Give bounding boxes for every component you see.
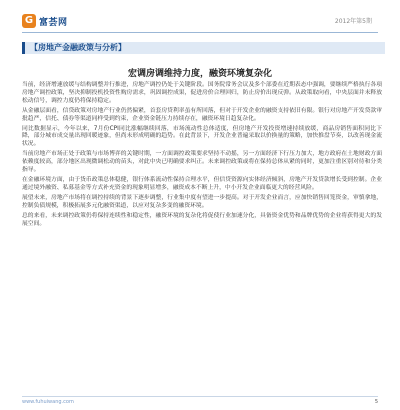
header-divider (22, 32, 378, 33)
paragraph: 当前房地产市场正处于政策与市场博弈的关键时期，一方面调控政策要求坚持不动摇，另一方面经济下行压力加大，地方政府在土地财政方面依赖度较高，部分地区出现微调松动的苗头，对此中央已明确要求纠正。未来调控政策或将在保持总体从紧的同时，更加注重区别对待和分类指导。 (22, 151, 382, 174)
logo-text: 富荟网 (39, 17, 68, 28)
section-title-bar (22, 42, 385, 54)
paragraph: 当前，经济增速放缓与结构调整并行推进，房地产调控仍处于关键阶段。国务院常务会议及多个部委在近期表态中强调，要继续严格执行各项房地产调控政策，坚决抑制投机投资性购房需求，巩固调控成果，促进房价合理回归，防止房价出现反弹。从政策取向看，中央层面并未释放松动信号，调控力度仍将保持稳定。 (22, 82, 382, 104)
article-body (22, 82, 382, 230)
paragraph: 在金融环境方面，由于货币政策总体稳健，银行体系流动性保持合理水平，但信贷资源向实体经济倾斜，房地产开发贷款增长受到控制。企业通过境外融资、私募基金等方式补充资金的现象明显增多，融资成本不断上升，中小开发企业面临更大的经营风险。 (22, 176, 382, 191)
page-number: 5 (374, 399, 378, 405)
logo-icon: G (22, 14, 36, 28)
footer-divider (22, 396, 378, 397)
paragraph: 展望未来，房地产市场将在调控持续的背景下逐步调整，行业集中度有望进一步提高。对于开发企业而言，应加快销售回笼资金，审慎拿地，控制负债规模，积极拓展多元化融资渠道，以应对复杂多变的融资环境。 (22, 194, 382, 209)
article-title: 宏调房调维持力度，融资环境复杂化 (127, 69, 272, 79)
paragraph: 总的来看，未来调控政策仍将保持连续性和稳定性，融资环境的复杂化将促使行业加速分化，具备资金优势和品牌优势的企业将获得更大的发展空间。 (22, 212, 382, 227)
issue-label: 2012年第5期 (334, 18, 372, 25)
paragraph: 同比数据显示，今年以来，7月份CPI同比涨幅继续回落，市场流动性总体适度，但房地产开发投资增速持续放缓，商品房销售面积同比下降，部分城市成交量出现回暖迹象，但尚未形成明确的趋势。在此背景下，开发企业普遍采取以价换量的策略，加快推盘节奏，以改善现金流状况。 (22, 125, 382, 148)
page-header (0, 0, 400, 40)
section-title: 【房地产金融政策与分析】 (30, 43, 126, 52)
footer-link[interactable]: www.fuhuiwang.com (22, 399, 74, 405)
brand-logo (22, 14, 68, 28)
paragraph: 从金融层面看，信贷政策对房地产行业仍然偏紧，首套房贷利率虽有所回落，但对于开发企业的融资支持依旧有限。银行对房地产开发贷款审批趋严，信托、债券等渠道同样受到约束，企业资金链压力持续存在，融资环境日趋复杂化。 (22, 107, 382, 122)
